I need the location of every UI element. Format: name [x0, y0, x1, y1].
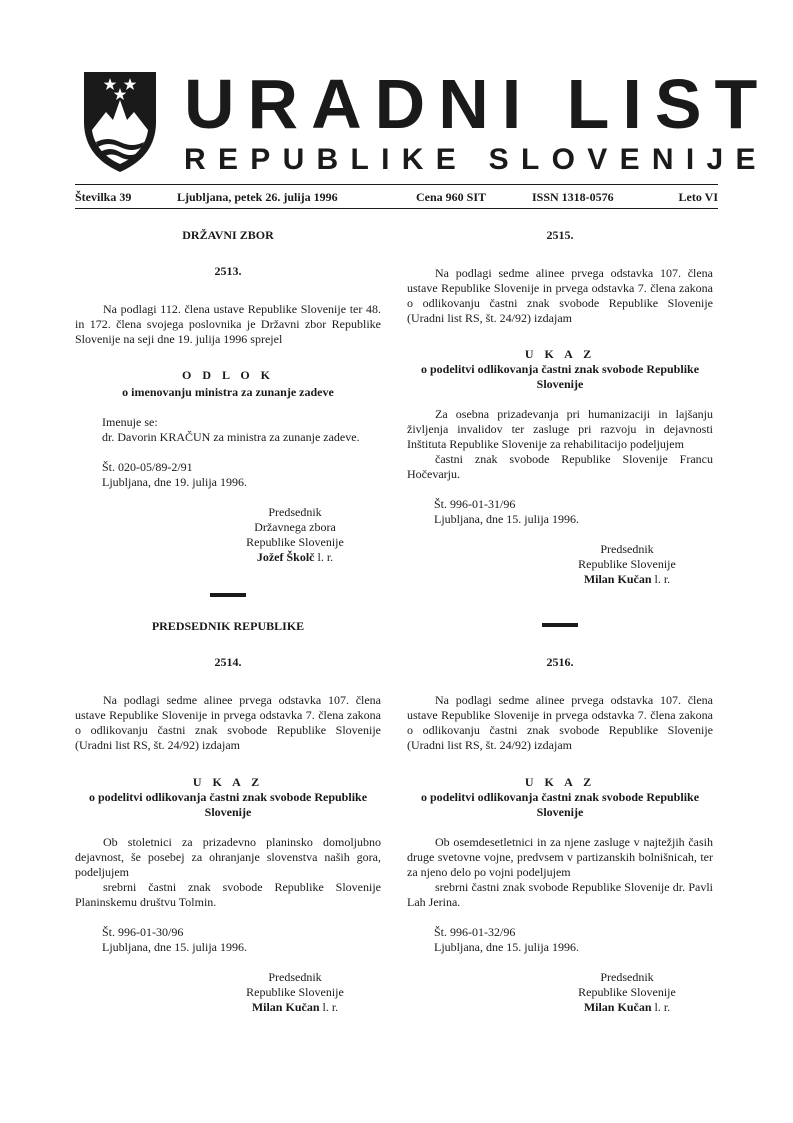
signature-title: Republike Slovenije	[578, 985, 676, 999]
act-date: Ljubljana, dne 19. julija 1996.	[102, 475, 247, 489]
issue-place-date: Ljubljana, petek 26. julija 1996	[177, 190, 338, 204]
signature-lr: l. r.	[651, 1000, 671, 1014]
act-title: o podelitvi odlikovanja častni znak svobode Republike Slovenije	[420, 790, 700, 819]
signature-block	[75, 505, 381, 565]
issue-number: Številka 39	[75, 190, 132, 204]
act-body: Imenuje se:	[102, 415, 158, 429]
signature-block	[407, 970, 713, 1015]
section-separator	[542, 623, 578, 627]
left-column	[75, 228, 381, 1015]
act-number: 2515.	[546, 228, 574, 242]
section-heading: DRŽAVNI ZBOR	[182, 228, 274, 242]
signature-title: Državnega zbora	[254, 520, 336, 534]
masthead-subtitle: REPUBLIKE SLOVENIJE	[184, 143, 768, 176]
act-reference: Št. 996-01-31/96	[434, 497, 516, 511]
signature-lr: l. r.	[651, 572, 671, 586]
section-separator	[210, 593, 246, 597]
act-intro: Na podlagi sedme alinee prvega odstavka 107. člena ustave Republike Slovenije in prvega odstavka 7. člena zakona o odlikovanju častni znak svobode Republike Slovenije (Uradni list RS, št. 24/92) izdajam	[75, 693, 381, 752]
act-date: Ljubljana, dne 15. julija 1996.	[434, 940, 579, 954]
coat-of-arms-icon	[80, 70, 160, 174]
act-reference: Št. 020-05/89-2/91	[102, 460, 193, 474]
masthead	[80, 65, 771, 180]
act-type: U K A Z	[524, 775, 596, 789]
act-date: Ljubljana, dne 15. julija 1996.	[102, 940, 247, 954]
act-body: dr. Davorin KRAČUN za ministra za zunanje zadeve.	[102, 430, 360, 444]
signature-name: Jožef Školč	[256, 550, 315, 564]
signature-name: Milan Kučan	[251, 1000, 320, 1014]
act-number: 2516.	[546, 655, 574, 669]
act-number: 2513.	[214, 264, 242, 278]
act-body: srebrni častni znak svobode Republike Slovenije dr. Pavli Lah Jerina.	[407, 880, 713, 909]
issue-issn: ISSN 1318-0576	[532, 190, 614, 204]
issue-year: Leto VI	[678, 190, 718, 204]
issue-info-bar	[75, 190, 718, 206]
act-body: Ob stoletnici za prizadevno planinsko domoljubno dejavnost, še posebej za ohranjanje slovenstva naših gora, podeljujem	[75, 835, 381, 879]
act-intro: Na podlagi sedme alinee prvega odstavka 107. člena ustave Republike Slovenije in prvega odstavka 7. člena zakona o odlikovanju častni znak svobode Republike Slovenije (Uradni list RS, št. 24/92) izdajam	[407, 266, 713, 325]
section-heading: PREDSEDNIK REPUBLIKE	[151, 619, 305, 633]
signature-block	[407, 542, 713, 587]
signature-title: Republike Slovenije	[246, 535, 344, 549]
signature-block	[75, 970, 381, 1015]
act-intro: Na podlagi sedme alinee prvega odstavka 107. člena ustave Republike Slovenije in prvega odstavka 7. člena zakona o odlikovanju častni znak svobode Republike Slovenije (Uradni list RS, št. 24/92) izdajam	[407, 693, 713, 752]
act-type: U K A Z	[192, 775, 264, 789]
signature-name: Milan Kučan	[583, 1000, 652, 1014]
signature-title: Predsednik	[268, 505, 322, 519]
act-intro: Na podlagi 112. člena ustave Republike Slovenije ter 48. in 172. člena svojega poslovnika je Državni zbor Republike Slovenije na seji dne 19. julija 1996 sprejel	[75, 302, 381, 346]
act-reference: Št. 996-01-30/96	[102, 925, 184, 939]
issue-price: Cena 960 SIT	[416, 190, 487, 204]
signature-lr: l. r.	[314, 550, 334, 564]
act-body: častni znak svobode Republike Slovenije Francu Hočevarju.	[407, 452, 713, 481]
header-rule-bottom	[75, 208, 718, 209]
signature-title: Republike Slovenije	[246, 985, 344, 999]
signature-title: Predsednik	[268, 970, 322, 984]
signature-title: Predsednik	[600, 970, 654, 984]
act-type: O D L O K	[181, 368, 274, 382]
masthead-title: URADNI LIST	[184, 65, 771, 143]
act-body: Ob osemdesetletnici in za njene zasluge v najtežjih časih druge svetovne vojne, predvsem v partizanskih bolnišnicah, ter za njeno delo po vojni podeljujem	[407, 835, 713, 879]
act-title: o podelitvi odlikovanja častni znak svobode Republike Slovenije	[420, 362, 700, 391]
act-title: o imenovanju ministra za zunanje zadeve	[122, 385, 334, 399]
right-column	[407, 228, 713, 1015]
act-date: Ljubljana, dne 15. julija 1996.	[434, 512, 579, 526]
signature-title: Republike Slovenije	[578, 557, 676, 571]
header-rule-top	[75, 184, 718, 185]
act-title: o podelitvi odlikovanja častni znak svobode Republike Slovenije	[88, 790, 368, 819]
act-type: U K A Z	[524, 347, 596, 361]
signature-name: Milan Kučan	[583, 572, 652, 586]
act-body: Za osebna prizadevanja pri humanizaciji in lajšanju življenja invalidov ter zasluge pri razvoju in dejavnosti Inštituta Republike Slovenije za rehabilitacijo podeljujem	[407, 407, 713, 451]
act-number: 2514.	[214, 655, 242, 669]
signature-lr: l. r.	[319, 1000, 339, 1014]
act-reference: Št. 996-01-32/96	[434, 925, 516, 939]
signature-title: Predsednik	[600, 542, 654, 556]
act-body: srebrni častni znak svobode Republike Slovenije Planinskemu društvu Tolmin.	[75, 880, 381, 909]
